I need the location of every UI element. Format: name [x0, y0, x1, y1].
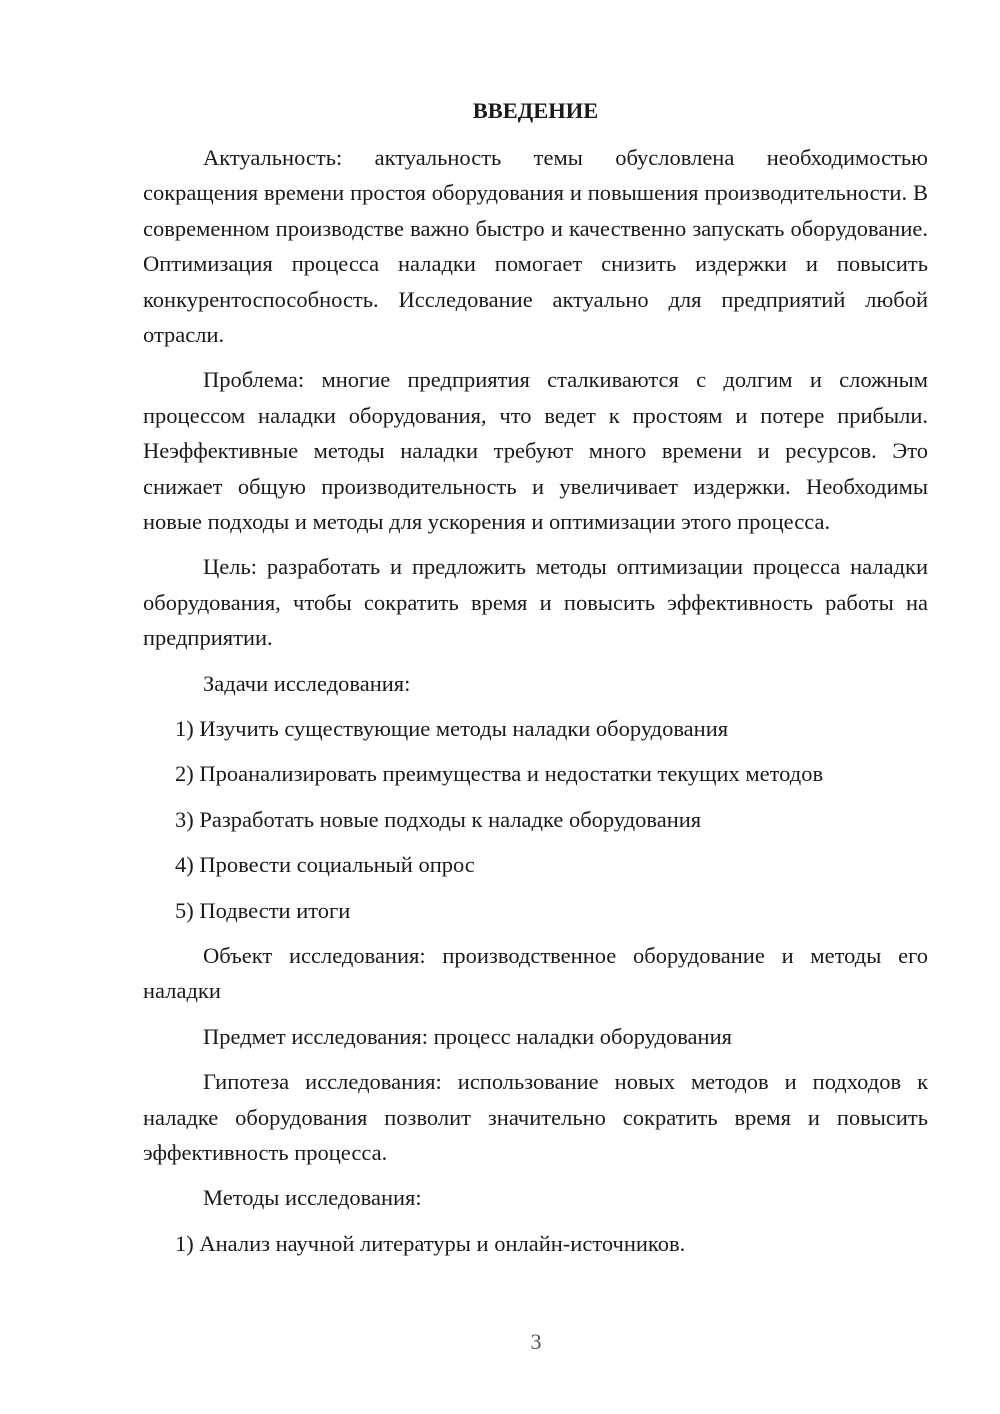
- tasks-title: Задачи исследования:: [203, 670, 411, 696]
- task-item-5: 5) Подвести итоги: [175, 897, 351, 923]
- paragraph-hypothesis: Гипотеза исследования: использование новых методов и подходов к наладке оборудования позволит значительно сократить время и повысить эффективность процесса.: [143, 1069, 928, 1166]
- task-item-3: 3) Разработать новые подходы к наладке оборудования: [175, 806, 702, 832]
- section-heading: ВВЕДЕНИЕ: [472, 98, 599, 123]
- paragraph-subject: Предмет исследования: процесс наладки оборудования: [203, 1023, 732, 1049]
- paragraph-problem: Проблема: многие предприятия сталкиваются с долгим и сложным процессом наладки оборудования, что ведет к простоям и потере прибыли. Неэффективные методы наладки требуют много времени и ресурсов. Это снижает общую производительность и увеличивает издержки. Необходимы новые подходы и методы для ускорения и оптимизации этого процесса.: [143, 367, 928, 535]
- methods-title: Методы исследования:: [203, 1185, 422, 1211]
- document-body: [143, 93, 928, 1261]
- task-item-4: 4) Провести социальный опрос: [175, 852, 475, 878]
- task-item-1: 1) Изучить существующие методы наладки оборудования: [175, 716, 729, 742]
- paragraph-goal: Цель: разработать и предложить методы оптимизации процесса наладки оборудования, чтобы сократить время и повысить эффективность работы на предприятии.: [143, 554, 928, 651]
- method-item-1: 1) Анализ научной литературы и онлайн-источников.: [175, 1230, 686, 1256]
- paragraph-relevance: Актуальность: актуальность темы обусловлена необходимостью сокращения времени простоя оборудования и повышения производительности. В современном производстве важно быстро и качественно запускать оборудование. Оптимизация процесса наладки помогает снизить издержки и повысить конкурентоспособность. Исследование актуально для предприятий любой отрасли.: [143, 145, 928, 348]
- page-number: 3: [530, 1329, 542, 1354]
- paragraph-object: Объект исследования: производственное оборудование и методы его наладки: [143, 943, 928, 1004]
- task-item-2: 2) Проанализировать преимущества и недостатки текущих методов: [175, 761, 824, 787]
